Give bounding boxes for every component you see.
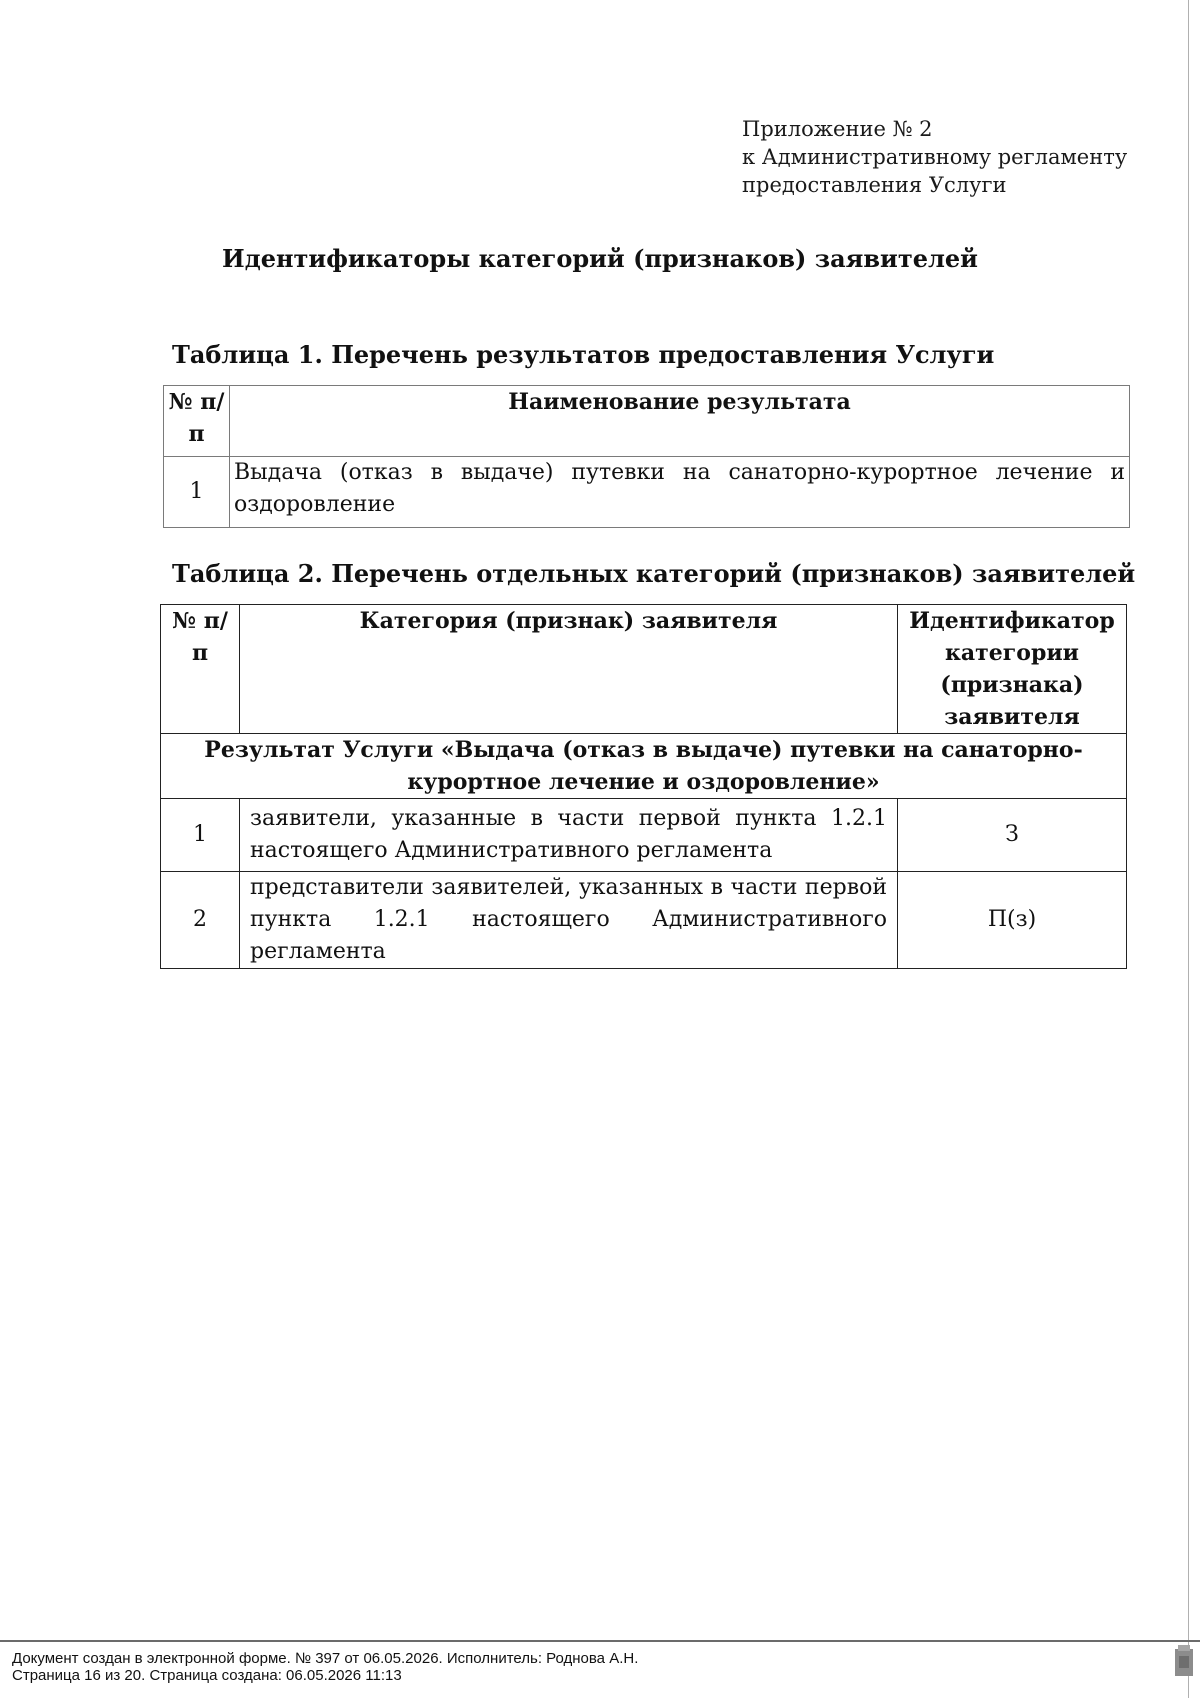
page-edge-divider bbox=[1188, 0, 1189, 1698]
annex-line-1: Приложение № 2 bbox=[742, 117, 933, 141]
footer-line-2: Страница 16 из 20. Страница создана: 06.05.2026 11:13 bbox=[12, 1667, 402, 1684]
results-table bbox=[163, 385, 1130, 528]
document-footer bbox=[0, 1640, 1200, 1700]
annex-header bbox=[742, 115, 1127, 199]
section-row bbox=[161, 734, 1127, 799]
header-identifier: Идентификатор категории (признака) заявителя bbox=[898, 605, 1127, 734]
table-header-row bbox=[161, 605, 1127, 734]
table1-caption: Таблица 1. Перечень результатов предоставления Услуги bbox=[172, 340, 995, 369]
row-num: 2 bbox=[161, 872, 240, 969]
header-num: № п/п bbox=[164, 386, 230, 457]
annex-line-2: к Административному регламенту bbox=[742, 145, 1128, 169]
emblem-icon bbox=[1173, 1644, 1195, 1678]
header-result-name: Наименование результата bbox=[230, 386, 1130, 457]
row-num: 1 bbox=[164, 457, 230, 528]
header-category: Категория (признак) заявителя bbox=[240, 605, 898, 734]
document-title: Идентификаторы категорий (признаков) заявителей bbox=[222, 244, 978, 273]
table-row bbox=[164, 457, 1130, 528]
section-title: Результат Услуги «Выдача (отказ в выдаче) путевки на санаторно-курортное лечение и оздоровление» bbox=[161, 734, 1127, 799]
row-identifier: П(з) bbox=[898, 872, 1127, 969]
table2-caption: Таблица 2. Перечень отдельных категорий (признаков) заявителей bbox=[172, 559, 1136, 588]
footer-line-1: Документ создан в электронной форме. № 397 от 06.05.2026. Исполнитель: Роднова А.Н. bbox=[12, 1650, 639, 1667]
table-header-row bbox=[164, 386, 1130, 457]
row-result-name: Выдача (отказ в выдаче) путевки на санаторно-курортное лечение и оздоровление bbox=[230, 457, 1130, 528]
categories-table bbox=[160, 604, 1127, 969]
row-category: представители заявителей, указанных в части первой пункта 1.2.1 настоящего Административного регламента bbox=[240, 872, 898, 969]
header-num: № п/п bbox=[161, 605, 240, 734]
annex-line-3: предоставления Услуги bbox=[742, 173, 1007, 197]
row-identifier: З bbox=[898, 799, 1127, 872]
table-row bbox=[161, 799, 1127, 872]
row-category: заявители, указанные в части первой пункта 1.2.1 настоящего Административного регламента bbox=[240, 799, 898, 872]
table-row bbox=[161, 872, 1127, 969]
row-num: 1 bbox=[161, 799, 240, 872]
